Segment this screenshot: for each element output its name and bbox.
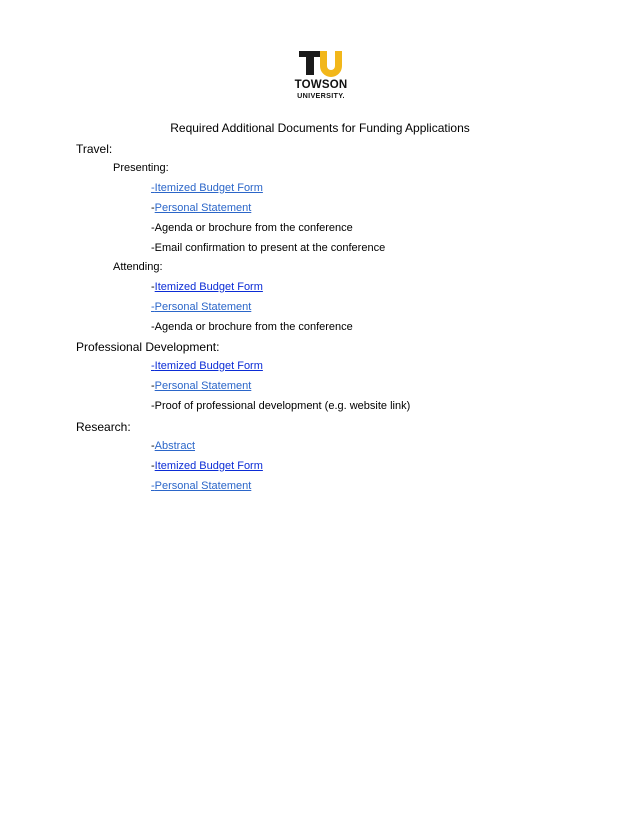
personal-statement-link[interactable]: -Personal Statement — [151, 480, 252, 492]
list-item[interactable]: -Itemized Budget Form — [151, 460, 263, 472]
tu-monogram-icon — [289, 51, 353, 79]
document-title: Required Additional Documents for Funding Applications — [170, 121, 470, 135]
section-professional-development-heading: Professional Development: — [76, 340, 220, 354]
personal-statement-link[interactable]: Personal Statement — [154, 202, 252, 214]
list-item: -Agenda or brochure from the conference — [151, 222, 353, 234]
list-item: -Agenda or brochure from the conference — [151, 321, 353, 333]
list-item[interactable] — [151, 479, 251, 494]
list-item: -Proof of professional development (e.g. website link) — [151, 400, 411, 412]
list-item[interactable]: -Personal Statement — [151, 380, 252, 392]
section-research-heading: Research: — [76, 420, 131, 434]
list-item[interactable]: -Itemized Budget Form — [151, 281, 263, 293]
towson-university-logo — [289, 51, 353, 103]
subsection-presenting-heading: Presenting: — [113, 162, 169, 174]
list-item[interactable] — [151, 300, 251, 315]
list-item[interactable] — [151, 181, 263, 196]
itemized-budget-form-link[interactable]: -Itemized Budget Form — [151, 182, 263, 194]
abstract-link[interactable]: Abstract — [154, 440, 196, 452]
list-item[interactable]: -Abstract — [151, 440, 196, 452]
personal-statement-link[interactable]: Personal Statement — [154, 380, 252, 392]
subsection-attending-heading: Attending: — [113, 261, 163, 273]
list-item[interactable]: -Personal Statement — [151, 202, 252, 214]
itemized-budget-form-link[interactable]: -Itemized Budget Form — [151, 360, 263, 372]
personal-statement-link[interactable]: -Personal Statement — [151, 301, 252, 313]
wordmark-towson: TOWSON — [294, 79, 348, 91]
wordmark-university: UNIVERSITY. — [297, 91, 345, 100]
section-travel-heading: Travel: — [76, 142, 113, 156]
itemized-budget-form-link[interactable]: Itemized Budget Form — [154, 460, 263, 472]
itemized-budget-form-link[interactable]: Itemized Budget Form — [154, 281, 263, 293]
list-item[interactable] — [151, 359, 263, 374]
list-item: -Email confirmation to present at the conference — [151, 242, 386, 254]
